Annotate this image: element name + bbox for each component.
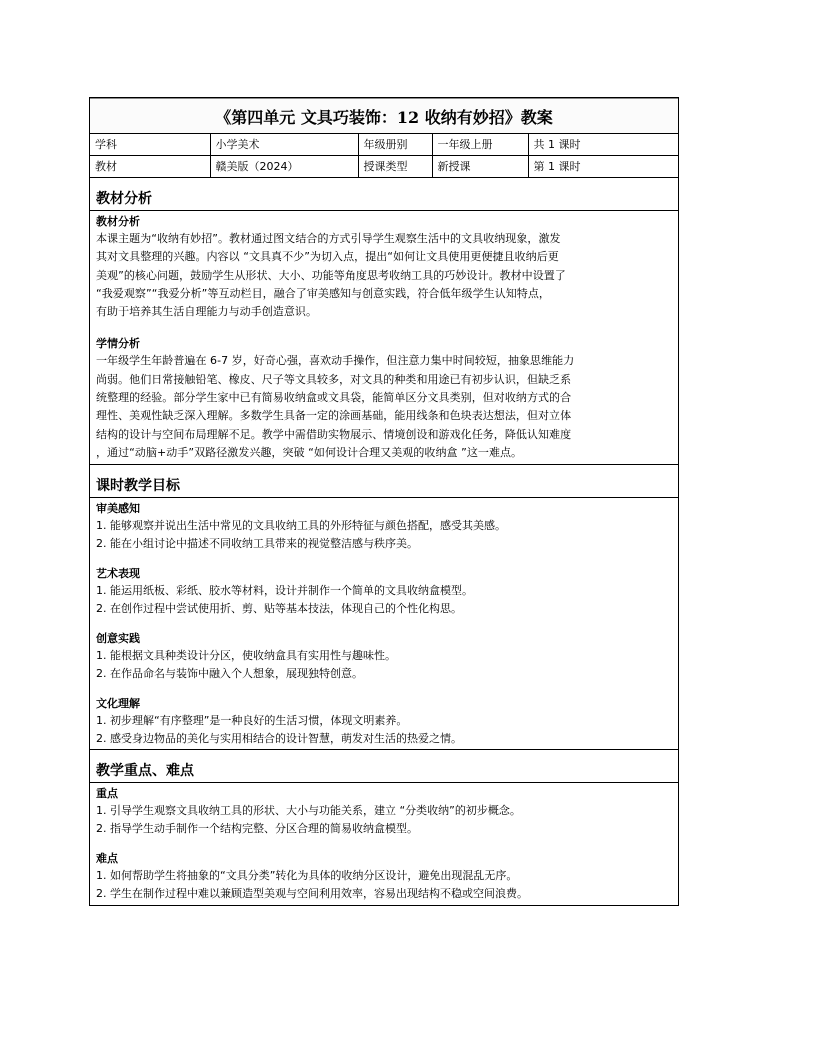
text-line: 结构的设计与空间布局理解不足。教学中需借助实物展示、情境创设和游戏化任务，降低认知难度 <box>96 427 572 441</box>
text-line: “我爱观察”“我爱分析”等互动栏目，融合了审美感知与创意实践，符合低年级学生认知特点， <box>96 286 550 300</box>
list-item: 1. 能够观察并说出生活中常见的文具收纳工具的外形特征与颜色搭配，感受其美感。 <box>96 519 506 533</box>
list-item: 1. 如何帮助学生将抽象的“文具分类”转化为具体的收纳分区设计，避免出现混乱无序。 <box>96 869 518 883</box>
meta-value-current-period: 第 1 课时 <box>528 156 678 178</box>
subheading-key-points: 重点 <box>96 787 118 801</box>
meta-value-total-periods: 共 1 课时 <box>528 134 678 156</box>
list-item: 2. 在作品命名与装饰中融入个人想象，展现独特创意。 <box>96 666 363 680</box>
section-body-objectives <box>90 498 678 750</box>
text-line: 本课主题为“收纳有妙招”。教材通过图文结合的方式引导学生观察生活中的文具收纳现象，激发 <box>96 232 561 245</box>
subheading-student-analysis: 学情分析 <box>96 337 140 351</box>
list-item: 2. 学生在制作过程中难以兼顾造型美观与空间利用效率，容易出现结构不稳或空间浪费。 <box>96 886 528 900</box>
meta-value-subject: 小学美术 <box>210 134 358 156</box>
subheading-difficult-points: 难点 <box>96 852 118 866</box>
meta-row <box>90 134 678 156</box>
meta-label-textbook: 教材 <box>90 156 210 178</box>
document-title: 《第四单元 文具巧装饰：12 收纳有妙招》教案 <box>90 98 678 134</box>
subheading-cultural-understanding: 文化理解 <box>96 697 140 711</box>
section-heading-objectives: 课时教学目标 <box>90 465 678 498</box>
meta-label-subject: 学科 <box>90 134 210 156</box>
text-line: 尚弱。他们日常接触铅笔、橡皮、尺子等文具较多，对文具的种类和用途已有初步认识，但缺乏系 <box>96 372 572 386</box>
text-line: 美观”的核心问题，鼓励学生从形状、大小、功能等角度思考收纳工具的巧妙设计。教材中设置了 <box>96 268 566 282</box>
lesson-plan-document <box>89 97 679 906</box>
meta-table <box>90 134 678 178</box>
meta-value-grade: 一年级上册 <box>432 134 528 156</box>
text-line: 理性、美观性缺乏深入理解。多数学生具备一定的涂画基础，能用线条和色块表达想法，但对立体 <box>96 409 572 423</box>
meta-value-lesson-type: 新授课 <box>432 156 528 178</box>
list-item: 1. 能运用纸板、彩纸、胶水等材料，设计并制作一个简单的文具收纳盒模型。 <box>96 584 473 598</box>
meta-label-lesson-type: 授课类型 <box>358 156 432 178</box>
text-line: 一年级学生年龄普遍在 6-7 岁，好奇心强，喜欢动手操作，但注意力集中时间较短，抽象思维能力 <box>96 354 575 368</box>
list-item: 1. 初步理解“有序整理”是一种良好的生活习惯，体现文明素养。 <box>96 714 408 728</box>
text-line: 其对文具整理的兴趣。内容以 “文具真不少”为切入点，提出“如何让文具使用更便捷且收纳后更 <box>96 250 559 264</box>
section-body-keypoints <box>90 783 678 905</box>
text-line: 有助于培养其生活自理能力与动手创造意识。 <box>96 305 317 319</box>
text-line: 统整理的经验。部分学生家中已有简易收纳盒或文具袋，能简单区分文具类别，但对收纳方式的合 <box>96 391 572 405</box>
list-item: 2. 在创作过程中尝试使用折、剪、贴等基本技法，体现自己的个性化构思。 <box>96 601 462 615</box>
section-heading-keypoints: 教学重点、难点 <box>90 750 678 783</box>
section-body-analysis <box>90 211 678 465</box>
subheading-artistic-expression: 艺术表现 <box>96 567 140 581</box>
subheading-textbook-analysis: 教材分析 <box>96 215 140 228</box>
list-item: 1. 引导学生观察文具收纳工具的形状、大小与功能关系，建立 “分类收纳”的初步概念。 <box>96 804 521 818</box>
subheading-creative-practice: 创意实践 <box>96 632 140 646</box>
paragraph-textbook-analysis <box>96 230 672 321</box>
text-line: ，通过“动脑+动手”双路径激发兴趣，突破 “如何设计合理又美观的收纳盒 ”这一难点。 <box>96 445 523 459</box>
meta-value-textbook: 赣美版（2024） <box>210 156 358 178</box>
meta-label-grade: 年级册别 <box>358 134 432 156</box>
meta-row <box>90 156 678 178</box>
list-item: 1. 能根据文具种类设计分区，使收纳盒具有实用性与趣味性。 <box>96 649 396 663</box>
paragraph-student-analysis <box>96 352 672 462</box>
list-item: 2. 感受身边物品的美化与实用相结合的设计智慧，萌发对生活的热爱之情。 <box>96 731 462 745</box>
list-item: 2. 能在小组讨论中描述不同收纳工具带来的视觉整洁感与秩序美。 <box>96 536 418 550</box>
subheading-aesthetic-perception: 审美感知 <box>96 502 140 516</box>
section-heading-analysis: 教材分析 <box>90 178 678 211</box>
list-item: 2. 指导学生动手制作一个结构完整、分区合理的简易收纳盒模型。 <box>96 821 418 835</box>
